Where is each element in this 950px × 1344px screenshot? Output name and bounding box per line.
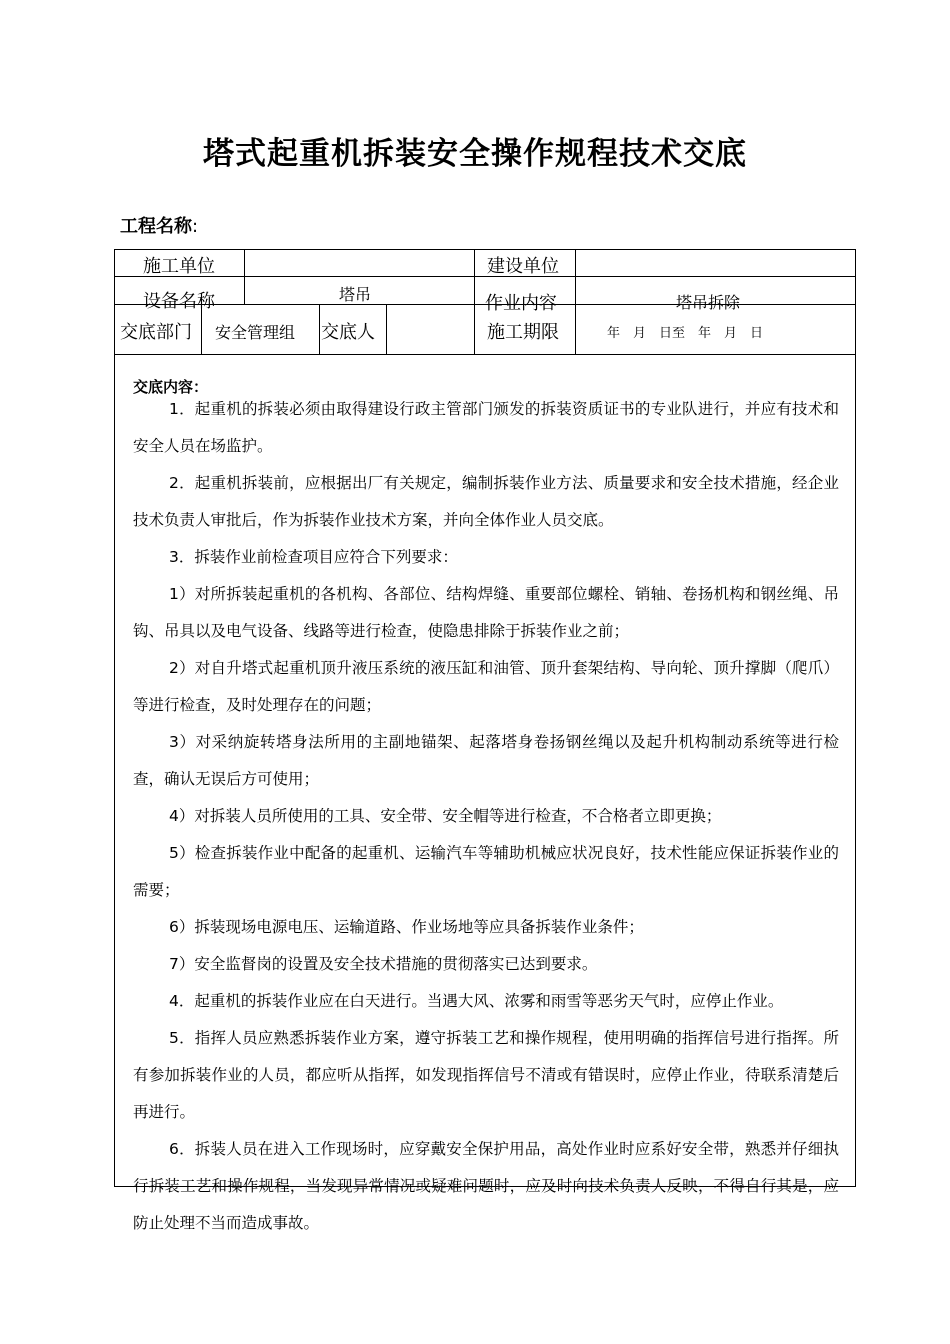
paragraph: 3）对采纳旋转塔身法所用的主副地锚架、起落塔身卷扬钢丝绳以及起升机构制动系统等进行检查，确认无误后方可使用；	[133, 733, 839, 788]
row-divider-3	[115, 354, 855, 355]
paragraph: 4．起重机的拆装作业应在白天进行。当遇大风、浓雾和雨雪等恶劣天气时，应停止作业。	[169, 992, 784, 1010]
project-name-colon: :	[192, 216, 199, 237]
owner-unit-label: 建设单位	[487, 256, 559, 277]
person-label: 交底人	[321, 322, 375, 343]
paragraph: 4）对拆装人员所使用的工具、安全带、安全帽等进行检查，不合格者立即更换；	[169, 807, 722, 825]
col-divider-f	[386, 304, 387, 354]
period-value: 年 月 日至 年 月 日	[607, 326, 764, 341]
paragraph: 5）检查拆装作业中配备的起重机、运输汽车等辅助机械应状况良好，技术性能应保证拆装作业的需要；	[133, 844, 839, 899]
content-heading: 交底内容：	[133, 378, 209, 396]
construction-unit-label: 施工单位	[143, 256, 215, 277]
dept-value: 安全管理组	[215, 323, 296, 342]
paragraph: 2）对自升塔式起重机顶升液压系统的液压缸和油管、顶升套架结构、导向轮、顶升撑脚（爬爪）等进行检查，及时处理存在的问题；	[133, 659, 839, 714]
period-label: 施工期限	[487, 322, 559, 343]
work-content-value: 塔吊拆除	[676, 293, 741, 312]
paragraph: 6）拆装现场电源电压、运输道路、作业场地等应具备拆装作业条件；	[169, 918, 644, 936]
project-name-row	[120, 212, 198, 238]
work-content-label: 作业内容	[485, 293, 557, 314]
paragraph: 2．起重机拆装前，应根据出厂有关规定，编制拆装作业方法、质量要求和安全技术措施，经企业技术负责人审批后，作为拆装作业技术方案，并向全体作业人员交底。	[133, 474, 839, 529]
paragraph: 5．指挥人员应熟悉拆装作业方案，遵守拆装工艺和操作规程，使用明确的指挥信号进行指挥。所有参加拆装作业的人员，都应听从指挥，如发现指挥信号不清或有错误时，应停止作业，待联系清楚后再进行。	[133, 1029, 839, 1121]
equipment-label: 设备名称	[143, 291, 215, 312]
col-divider-e	[319, 304, 320, 354]
paragraph: 1）对所拆装起重机的各机构、各部位、结构焊缝、重要部位螺栓、销轴、卷扬机构和钢丝绳、吊钩、吊具以及电气设备、线路等进行检查，使隐患排除于拆装作业之前；	[133, 585, 839, 640]
paragraph: 7）安全监督岗的设置及安全技术措施的贯彻落实已达到要求。	[169, 955, 598, 973]
paragraph: 6．拆装人员在进入工作现场时，应穿戴安全保护用品，高处作业时应系好安全带，熟悉并仔细执行拆装工艺和操作规程，当发现异常情况或疑难问题时，应及时向技术负责人反映，不得自行其是，应防止处理不当而造成事故。	[133, 1140, 839, 1232]
equipment-value: 塔吊	[339, 285, 372, 304]
document-title: 塔式起重机拆装安全操作规程技术交底	[203, 136, 747, 172]
paragraph: 1．起重机的拆装必须由取得建设行政主管部门颁发的拆装资质证书的专业队进行，并应有技术和安全人员在场监护。	[133, 400, 839, 455]
paragraph: 3．拆装作业前检查项目应符合下列要求：	[169, 548, 458, 566]
project-name-label: 工程名称	[120, 216, 192, 237]
disclosure-content	[133, 376, 839, 1242]
dept-label: 交底部门	[120, 322, 192, 343]
disclosure-table	[114, 249, 856, 1232]
